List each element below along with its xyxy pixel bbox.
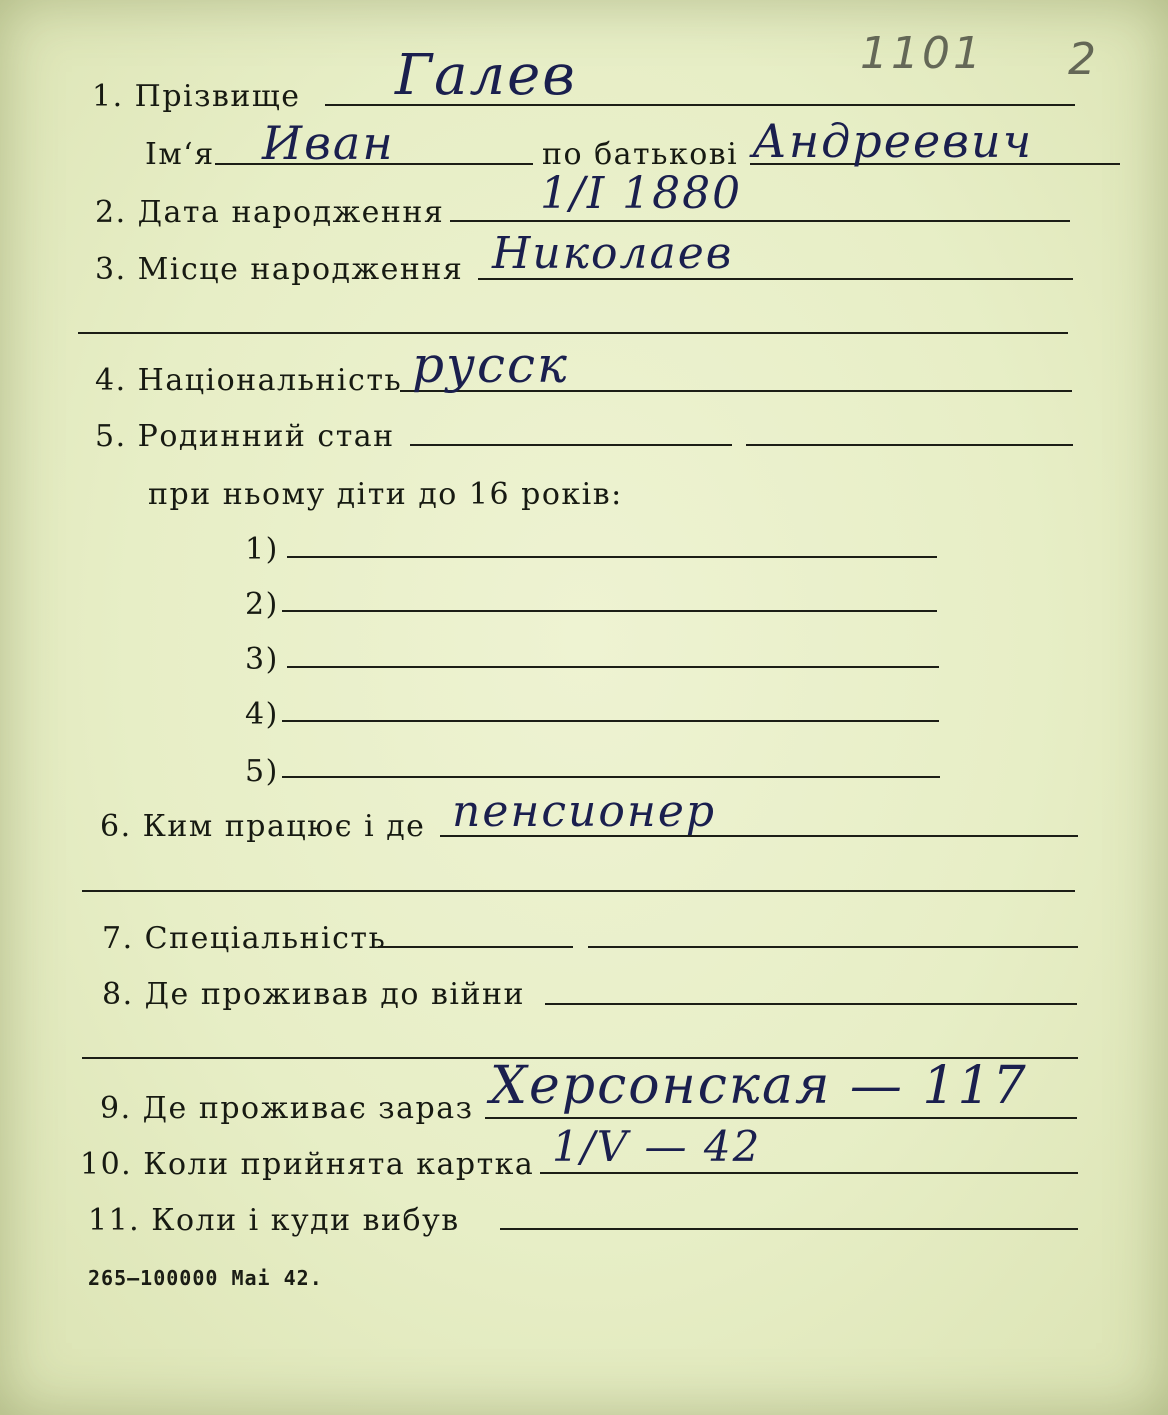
child-1-line [287,556,937,558]
child-4-label: 4) [245,697,279,732]
specialty-label: 7. Спеціальність [102,921,387,956]
card-accepted-value: 1/V — 42 [552,1122,762,1171]
surname-label: 1. Прізвище [92,79,301,114]
marital-status-line-b [746,444,1073,446]
prewar-residence-label: 8. Де проживав до війни [102,977,525,1012]
birth-date-label: 2. Дата народження [95,195,445,230]
card-accepted-line [540,1172,1078,1174]
occupation-extra-line [82,890,1075,892]
current-residence-line [485,1117,1077,1119]
marital-status-label: 5. Родинний стан [95,419,395,454]
birth-place-label: 3. Місце народження [95,252,464,287]
child-5-line [282,776,940,778]
specialty-line-b [588,946,1078,948]
child-3-line [287,666,939,668]
current-residence-value: Херсонская — 117 [490,1056,1028,1116]
print-code: 265—100000 Mai 42. [88,1266,323,1290]
child-1-label: 1) [245,532,279,567]
occupation-value: пенсионер [452,786,717,837]
nationality-value: русск [412,336,569,394]
nationality-label: 4. Національність [95,363,403,398]
birth-date-value: 1/I 1880 [540,168,743,219]
child-4-line [282,720,939,722]
surname-value: Галев [395,43,577,108]
card-accepted-label: 10. Коли прийнята картка [80,1147,535,1182]
marital-status-line-a [410,444,732,446]
prewar-residence-line [545,1003,1077,1005]
archive-mark: 2 [1068,34,1099,85]
first-name-label: Ім‘я [145,137,215,172]
child-5-label: 5) [245,754,279,789]
occupation-label: 6. Ким працює і де [100,809,426,844]
first-name-value: Иван [262,116,395,170]
patronymic-value: Андреевич [752,114,1034,168]
archive-number: 1101 [860,28,984,79]
specialty-line-a [378,946,573,948]
patronymic-label: по батькові [542,137,739,172]
birth-place-extra-line [78,332,1068,334]
birth-place-value: Николаев [492,228,734,279]
current-residence-label: 9. Де проживає зараз [100,1091,474,1126]
departed-line [500,1228,1078,1230]
child-2-line [282,610,937,612]
departed-label: 11. Коли і куди вибув [88,1203,460,1238]
child-2-label: 2) [245,587,279,622]
birth-date-line [450,220,1070,222]
children-header: при ньому діти до 16 років: [148,477,623,512]
child-3-label: 3) [245,642,279,677]
